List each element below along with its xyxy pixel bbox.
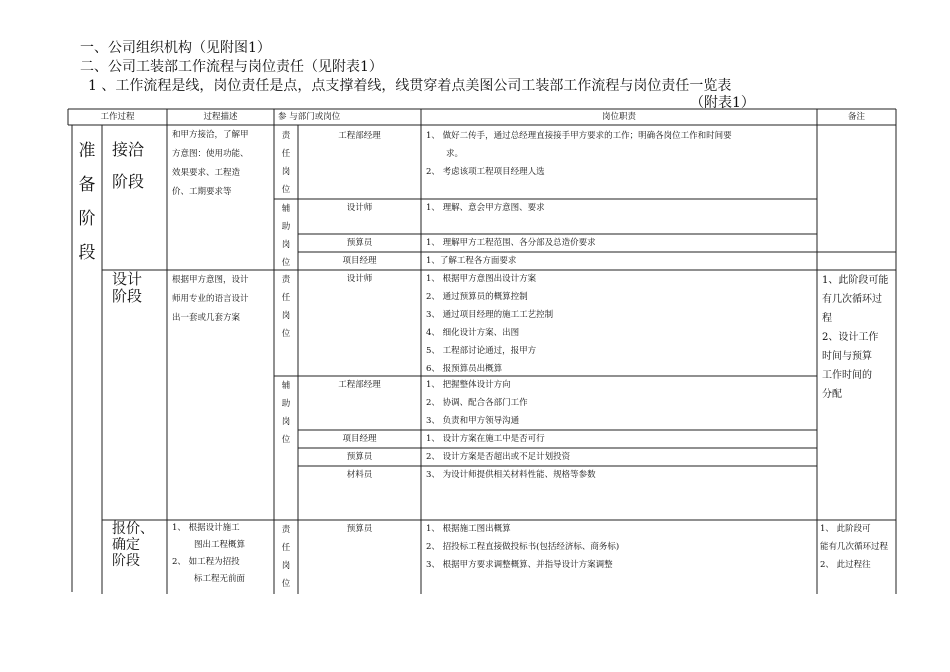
stage-1-duty-budget: 1、 理解甲方工程范围、各分部及总造价要求 — [426, 238, 596, 248]
heading-3: 1 、工作流程是线，岗位责任是点，点支撑着线，线贯穿着点美图公司工装部工作流程与岗位责任一览表 — [88, 78, 732, 94]
role-type-char: 位 — [281, 435, 291, 445]
stage-1-role-budget: 预算员 — [346, 238, 373, 248]
stage-2-duty-pm: 1、 设计方案在施工中是否可行 — [426, 434, 545, 444]
role-type-char: 辅 — [281, 381, 291, 391]
header-description: 过程描述 — [203, 112, 238, 122]
stage-2-duty-budget: 2、 设计方案是否超出或不足计划投资 — [426, 452, 571, 462]
phase-char: 段 — [78, 243, 96, 263]
stage-2-remark: 1、此阶段可能 有几次循环过 程 2、设计工作 时间与预算 工作时间的 分配 — [822, 275, 889, 400]
stage-2-resp-duties: 1、 根据甲方意图出设计方案 2、 通过预算员的概算控制 3、 通过项目经理的施工工艺控制 4、 细化设计方案、出图 5、 工程部讨论通过，报甲方 6、 报预算员出概算 — [426, 274, 554, 374]
stage-1-label: 接洽 阶段 — [112, 140, 145, 191]
role-type-char: 责 — [281, 275, 291, 285]
role-type-char: 位 — [281, 329, 291, 339]
role-type-char: 辅 — [281, 204, 291, 214]
stage-2-label: 设计 阶段 — [112, 270, 143, 305]
role-type-char: 责 — [281, 131, 291, 141]
stage-1-role-pm: 项目经理 — [342, 256, 377, 266]
stage-1-resp-duties: 1、 做好二传手，通过总经理直接接手甲方要求的工作；明确各岗位工作和时间要 求。 2、 考虑该项工程项目经理人选 — [426, 131, 732, 177]
stage-2-role-material: 材料员 — [346, 470, 373, 480]
stage-3-resp-role: 预算员 — [346, 524, 373, 534]
role-type-char: 任 — [281, 293, 291, 303]
stage-1-role-designer: 设计师 — [346, 203, 373, 213]
role-type-char: 岗 — [281, 417, 291, 427]
heading-1: 一、公司组织机构（见附图1） — [80, 40, 271, 56]
role-type-char: 位 — [281, 185, 291, 195]
role-type-char: 岗 — [281, 240, 291, 250]
role-type-char: 位 — [281, 579, 291, 589]
role-type-char: 岗 — [281, 167, 291, 177]
header-process: 工作过程 — [100, 112, 135, 122]
phase-char: 准 — [78, 141, 96, 161]
stage-2-responsible-label — [274, 271, 298, 343]
role-type-char: 岗 — [281, 311, 291, 321]
stage-1-duty-designer: 1、 理解、意会甲方意图、要求 — [426, 203, 545, 213]
header-dept: 参 与部门或岗位 — [278, 112, 341, 122]
stage-1-responsible-label — [274, 127, 298, 199]
stage-3-description: 1、 根据设计施工 图出工程概算 2、 如工程为招投 标工程无前面 — [172, 523, 246, 584]
stage-2-assist-label — [274, 377, 298, 449]
role-type-char: 助 — [281, 399, 291, 409]
stage-2-duty-material: 3、 为设计师提供相关材料性能、规格等参数 — [426, 470, 596, 480]
stage-2-description: 根据甲方意图，设计 师用专业的语言设计 出一套或几套方案 — [172, 275, 249, 323]
role-type-char: 任 — [281, 543, 291, 553]
phase-char: 阶 — [78, 209, 96, 229]
stage-2-assist-role: 工程部经理 — [338, 380, 381, 390]
header-duty: 岗位职责 — [601, 112, 636, 122]
phase-label — [72, 134, 102, 270]
stage-1-resp-role: 工程部经理 — [338, 131, 381, 141]
stage-1-description: 和甲方接洽，了解甲 方意图：使用功能、 效果要求、工程造 价、工期要求等 — [172, 130, 249, 197]
stage-2-resp-role: 设计师 — [346, 274, 373, 284]
heading-2: 二、公司工装部工作流程与岗位责任（见附表1） — [80, 59, 383, 75]
header-remark: 备注 — [847, 112, 865, 122]
role-type-char: 任 — [281, 149, 291, 159]
role-type-char: 岗 — [281, 561, 291, 571]
role-type-char: 位 — [281, 258, 291, 268]
stage-1-duty-pm: 1、了解工程各方面要求 — [426, 256, 517, 266]
attached-table-label: （附表1） — [690, 95, 755, 111]
stage-3-remark: 1、 此阶段可 能有几次循环过程 2、 此过程往 — [820, 524, 889, 570]
stage-2-role-pm: 项目经理 — [342, 434, 377, 444]
stage-3-responsible-label — [274, 521, 298, 593]
stage-2-assist-duties: 1、 把握整体设计方向 2、 协调、配合各部门工作 3、 负责和甲方领导沟通 — [426, 380, 528, 426]
stage-3-resp-duties: 1、 根据施工图出概算 2、 招投标工程直接做投标书(包括经济标、商务标) 3、 根据甲方要求调整概算、并指导设计方案调整 — [426, 524, 620, 570]
role-type-char: 责 — [281, 525, 291, 535]
role-type-char: 助 — [281, 222, 291, 232]
stage-2-role-budget: 预算员 — [346, 452, 373, 462]
stage-3-label: 报价、 确定 阶段 — [112, 521, 154, 569]
stage-1-assist-label — [274, 200, 298, 272]
phase-char: 备 — [78, 175, 96, 195]
